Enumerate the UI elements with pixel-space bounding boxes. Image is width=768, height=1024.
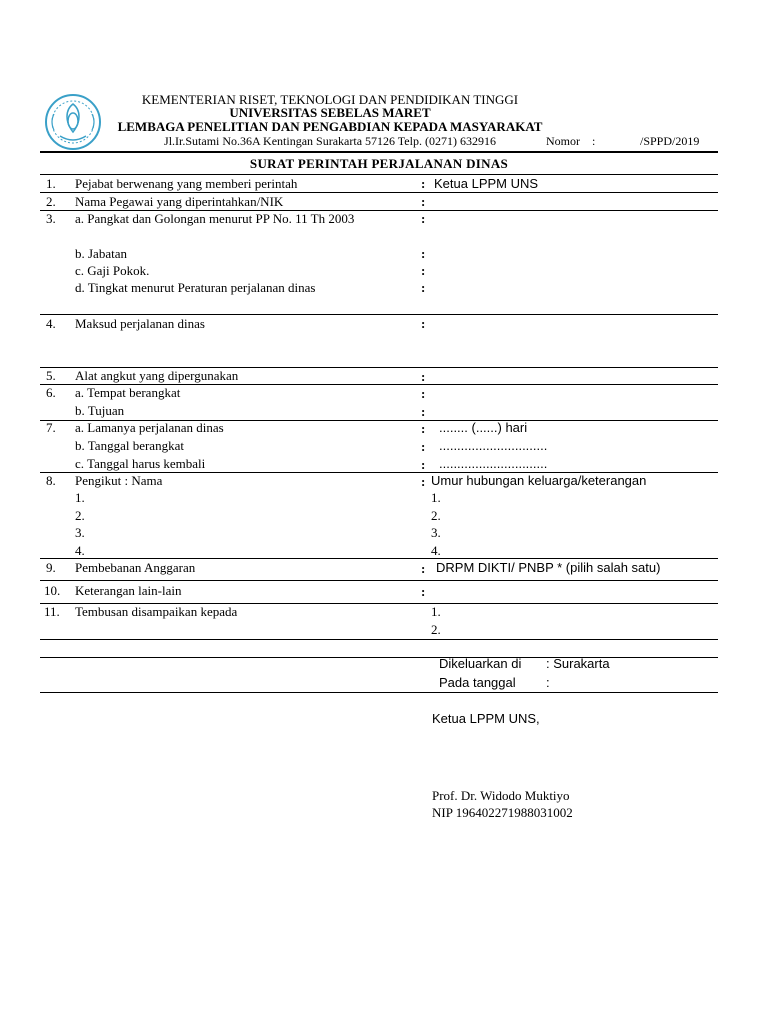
row-3c-label: c. Gaji Pokok. (75, 263, 150, 278)
row-9-label: Pembebanan Anggaran (75, 560, 196, 575)
row-3-number: 3. (46, 211, 56, 226)
row-11-number: 11. (44, 604, 60, 619)
footer-top-divider (40, 657, 718, 658)
row-4-colon: : (421, 316, 426, 331)
row-8-number: 8. (46, 473, 56, 488)
row-divider (40, 558, 718, 559)
row-10-number: 10. (44, 583, 61, 598)
university-name: UNIVERSITAS SEBELAS MARET (229, 105, 431, 120)
row-7a-value: ........ (......) hari (439, 420, 528, 435)
follower-name-3: 3. (75, 525, 85, 540)
row-2-colon: : (421, 194, 426, 209)
nomor-colon: : (592, 134, 596, 148)
nomor-suffix: /SPPD/2019 (640, 134, 700, 148)
row-11-label: Tembusan disampaikan kepada (75, 604, 238, 619)
row-3a-colon: : (421, 211, 426, 226)
nomor-label: Nomor (546, 134, 580, 148)
signer-name: Prof. Dr. Widodo Muktiyo (432, 788, 570, 803)
row-5-number: 5. (46, 368, 56, 383)
row-6-number: 6. (46, 385, 56, 400)
issue-date-label: Pada tanggal (439, 675, 516, 690)
row-1-label: Pejabat berwenang yang memberi perintah (75, 176, 298, 191)
follower-info-1: 1. (431, 490, 441, 505)
row-1-value: Ketua LPPM UNS (434, 176, 539, 191)
row-4-label: Maksud perjalanan dinas (75, 316, 205, 331)
row-9-value: DRPM DIKTI/ PNBP * (pilih salah satu) (436, 560, 661, 575)
row-3b-colon: : (421, 246, 426, 261)
row-10-label: Keterangan lain-lain (75, 583, 182, 598)
row-divider (40, 639, 718, 640)
row-8-colon: : (421, 474, 426, 489)
row-divider (40, 580, 718, 581)
row-7c-label: c. Tanggal harus kembali (75, 456, 206, 471)
row-6a-label: a. Tempat berangkat (75, 385, 181, 400)
row-7a-label: a. Lamanya perjalanan dinas (75, 420, 224, 435)
title-divider (40, 174, 718, 175)
follower-info-2: 2. (431, 508, 441, 523)
cc-recipient-2: 2. (431, 622, 441, 637)
row-divider (40, 314, 718, 315)
row-1-colon: : (421, 176, 426, 191)
follower-name-1: 1. (75, 490, 85, 505)
issued-at-label: Dikeluarkan di (439, 656, 522, 671)
row-3b-label: b. Jabatan (75, 246, 127, 261)
follower-name-4: 4. (75, 543, 85, 558)
row-3d-colon: : (421, 280, 426, 295)
row-1-number: 1. (46, 176, 56, 191)
row-7a-colon: : (421, 421, 426, 436)
row-10-colon: : (421, 584, 426, 599)
row-9-number: 9. (46, 560, 56, 575)
row-6b-label: b. Tujuan (75, 403, 125, 418)
document-title: SURAT PERINTAH PERJALANAN DINAS (249, 156, 509, 171)
row-6b-colon: : (421, 404, 426, 419)
row-7c-value: .............................. (439, 456, 548, 471)
ministry-name: KEMENTERIAN RISET, TEKNOLOGI DAN PENDIDIKAN TINGGI (141, 92, 519, 107)
institute-name: LEMBAGA PENELITIAN DAN PENGABDIAN KEPADA MASYARAKAT (117, 119, 543, 134)
cc-recipient-1: 1. (431, 604, 441, 619)
row-divider (40, 192, 718, 193)
row-8-value: Umur hubungan keluarga/keterangan (431, 473, 647, 488)
row-5-colon: : (421, 369, 426, 384)
row-2-number: 2. (46, 194, 56, 209)
row-6a-colon: : (421, 386, 426, 401)
row-7b-colon: : (421, 439, 426, 454)
row-3d-label: d. Tingkat menurut Peraturan perjalanan dinas (75, 280, 316, 295)
signer-nip: NIP 196402271988031002 (432, 805, 573, 820)
row-2-label: Nama Pegawai yang diperintahkan/NIK (75, 194, 284, 209)
row-7c-colon: : (421, 457, 426, 472)
row-3c-colon: : (421, 263, 426, 278)
follower-info-3: 3. (431, 525, 441, 540)
row-5-label: Alat angkut yang dipergunakan (75, 368, 239, 383)
header-divider (40, 151, 718, 153)
row-4-number: 4. (46, 316, 56, 331)
row-9-colon: : (421, 561, 426, 576)
issued-at-value: : Surakarta (546, 656, 610, 671)
institute-address: Jl.Ir.Sutami No.36A Kentingan Surakarta 57126 Telp. (0271) 632916 (164, 134, 496, 148)
issue-date-value: : (546, 675, 550, 690)
row-3a-label: a. Pangkat dan Golongan menurut PP No. 11 Th 2003 (75, 211, 355, 226)
row-7b-label: b. Tanggal berangkat (75, 438, 184, 453)
row-7b-value: .............................. (439, 438, 548, 453)
row-8-label: Pengikut : Nama (75, 473, 163, 488)
follower-info-4: 4. (431, 543, 441, 558)
signer-title: Ketua LPPM UNS, (432, 711, 540, 726)
footer-bottom-divider (40, 692, 718, 693)
row-7-number: 7. (46, 420, 56, 435)
follower-name-2: 2. (75, 508, 85, 523)
university-logo (38, 92, 108, 152)
